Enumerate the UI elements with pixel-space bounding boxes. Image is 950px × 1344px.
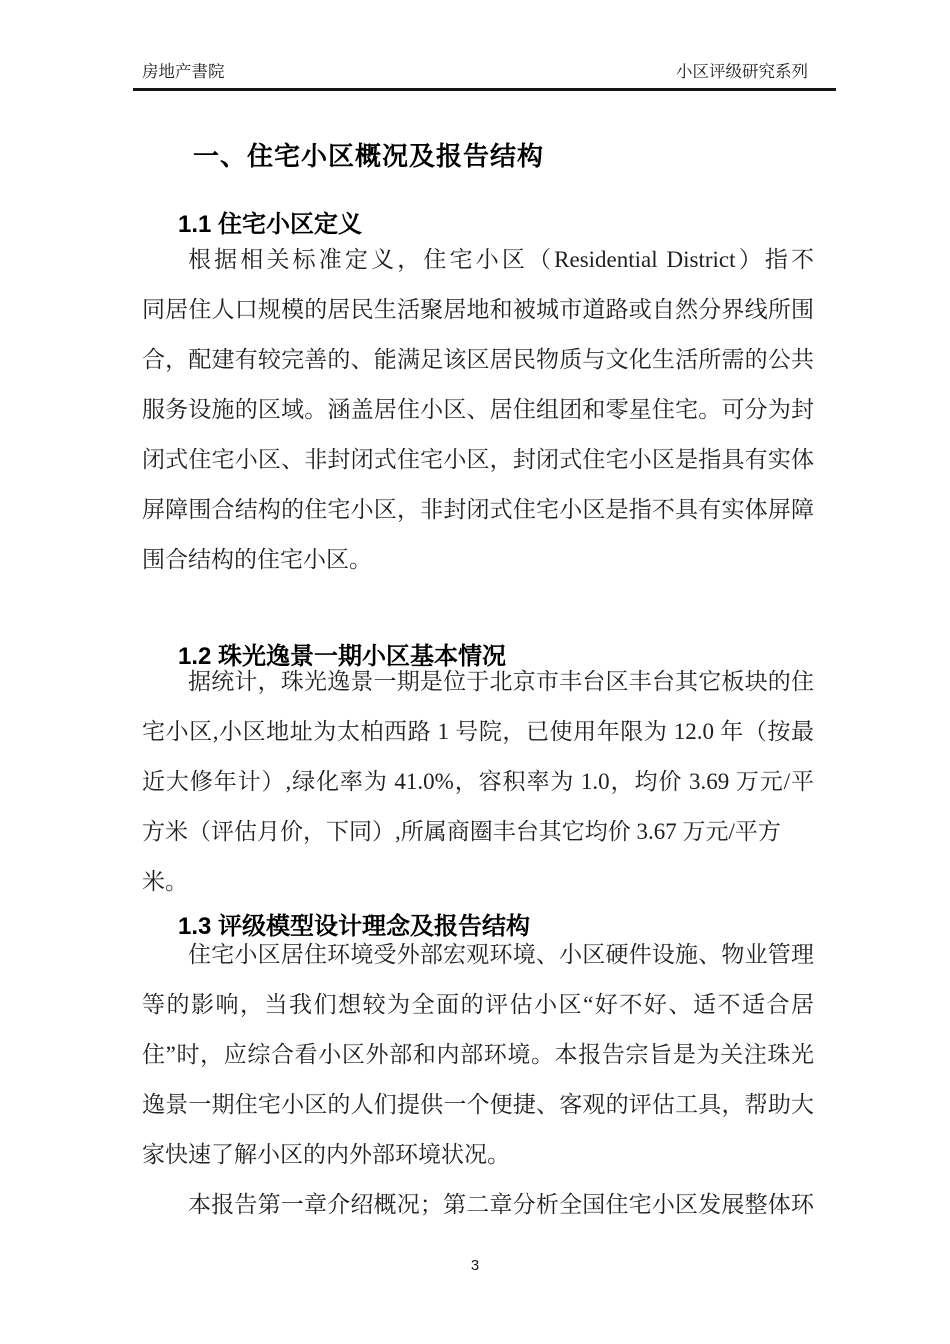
header-right-text: 小区评级研究系列 xyxy=(676,63,808,81)
header-left-text: 房地产書院 xyxy=(142,63,225,81)
paragraph-line: 围合结构的住宅小区。 xyxy=(142,547,372,572)
paragraph-line: 近大修年计）,绿化率为 41.0%，容积率为 1.0，均价 3.69 万元/平 xyxy=(142,769,814,794)
paragraph-line: 住”时，应综合看小区外部和内部环境。本报告宗旨是为关注珠光 xyxy=(142,1042,814,1067)
paragraph-line: 宅小区,小区地址为太柏西路 1 号院，已使用年限为 12.0 年（按最 xyxy=(142,719,814,744)
paragraph-line: 根据相关标准定义，住宅小区（Residential District）指不 xyxy=(188,247,814,272)
paragraph-line: 家快速了解小区的内外部环境状况。 xyxy=(142,1142,510,1167)
section-heading-1-3: 1.3 评级模型设计理念及报告结构 xyxy=(178,912,531,940)
paragraph-basic-info xyxy=(142,657,814,894)
paragraph-line: 合，配建有较完善的、能满足该区居民物质与文化生活所需的公共 xyxy=(142,347,814,372)
paragraph-line: 等的影响，当我们想较为全面的评估小区“好不好、适不适合居 xyxy=(142,992,814,1017)
section-heading-1-2: 1.2 珠光逸景一期小区基本情况 xyxy=(178,642,507,670)
paragraph-line: 闭式住宅小区、非封闭式住宅小区，封闭式住宅小区是指具有实体 xyxy=(142,447,814,472)
paragraph-report-structure xyxy=(142,1180,814,1230)
paragraph-line: 逸景一期住宅小区的人们提供一个便捷、客观的评估工具，帮助大 xyxy=(142,1092,814,1117)
paragraph-line: 住宅小区居住环境受外部宏观环境、小区硬件设施、物业管理 xyxy=(188,942,814,967)
paragraph-line: 屏障围合结构的住宅小区，非封闭式住宅小区是指不具有实体屏障 xyxy=(142,497,814,522)
paragraph-line: 本报告第一章介绍概况；第二章分析全国住宅小区发展整体环 xyxy=(188,1192,814,1217)
page-number: 3 xyxy=(470,1257,480,1274)
chapter-title: 一、住宅小区概况及报告结构 xyxy=(193,141,545,172)
paragraph-line: 同居住人口规模的居民生活聚居地和被城市道路或自然分界线所围 xyxy=(142,297,814,322)
header-rule xyxy=(133,88,836,91)
paragraph-line: 服务设施的区域。涵盖居住小区、居住组团和零星住宅。可分为封 xyxy=(142,397,814,422)
paragraph-definition xyxy=(142,235,814,585)
paragraph-line: 方米（评估月价，下同）,所属商圈丰台其它均价 3.67 万元/平方米。 xyxy=(142,819,781,894)
paragraph-model-concept xyxy=(142,930,814,1180)
paragraph-line: 据统计，珠光逸景一期是位于北京市丰台区丰台其它板块的住 xyxy=(188,669,814,694)
section-heading-1-1: 1.1 住宅小区定义 xyxy=(178,210,363,238)
